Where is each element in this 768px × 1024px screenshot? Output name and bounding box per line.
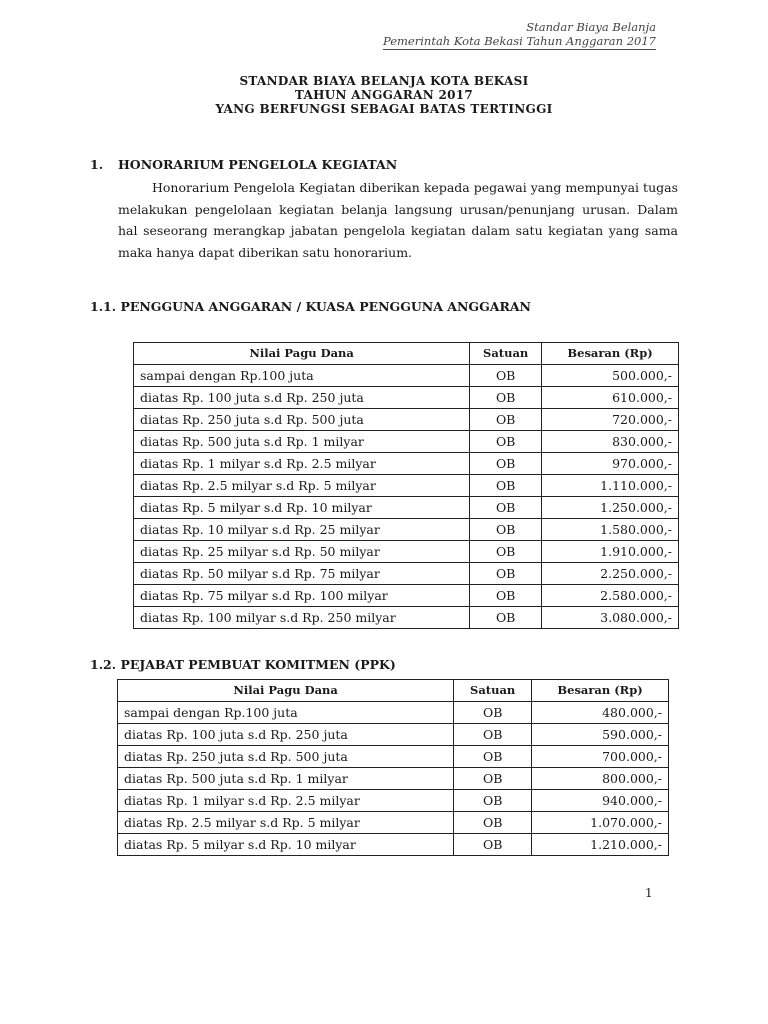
cell-besaran: 610.000,-: [542, 387, 679, 409]
cell-nilai-pagu: sampai dengan Rp.100 juta: [134, 365, 470, 387]
cell-besaran: 1.210.000,-: [532, 834, 669, 856]
cell-nilai-pagu: diatas Rp. 100 juta s.d Rp. 250 juta: [118, 724, 454, 746]
cell-besaran: 1.910.000,-: [542, 541, 679, 563]
cell-besaran: 720.000,-: [542, 409, 679, 431]
cell-nilai-pagu: diatas Rp. 1 milyar s.d Rp. 2.5 milyar: [134, 453, 470, 475]
cell-nilai-pagu: diatas Rp. 1 milyar s.d Rp. 2.5 milyar: [118, 790, 454, 812]
column-header-nilai-pagu: Nilai Pagu Dana: [134, 343, 470, 365]
cell-nilai-pagu: diatas Rp. 2.5 milyar s.d Rp. 5 milyar: [118, 812, 454, 834]
cell-nilai-pagu: diatas Rp. 50 milyar s.d Rp. 75 milyar: [134, 563, 470, 585]
table-row: [118, 702, 669, 724]
ppk-rate-table: [117, 679, 669, 856]
cell-satuan: OB: [470, 365, 542, 387]
cell-satuan: OB: [470, 453, 542, 475]
cell-satuan: OB: [454, 812, 532, 834]
cell-besaran: 3.080.000,-: [542, 607, 679, 629]
table-row: [134, 519, 679, 541]
table-row: [134, 497, 679, 519]
cell-satuan: OB: [454, 702, 532, 724]
table-row: [118, 812, 669, 834]
cell-nilai-pagu: diatas Rp. 75 milyar s.d Rp. 100 milyar: [134, 585, 470, 607]
section-1-title: HONORARIUM PENGELOLA KEGIATAN: [118, 157, 398, 172]
table-header-row: [118, 680, 669, 702]
table-row: [134, 387, 679, 409]
table-header-row: [134, 343, 679, 365]
cell-besaran: 970.000,-: [542, 453, 679, 475]
table-row: [134, 365, 679, 387]
cell-nilai-pagu: diatas Rp. 250 juta s.d Rp. 500 juta: [134, 409, 470, 431]
cell-besaran: 700.000,-: [532, 746, 669, 768]
cell-nilai-pagu: diatas Rp. 2.5 milyar s.d Rp. 5 milyar: [134, 475, 470, 497]
table-row: [118, 724, 669, 746]
cell-nilai-pagu: diatas Rp. 25 milyar s.d Rp. 50 milyar: [134, 541, 470, 563]
cell-satuan: OB: [470, 409, 542, 431]
running-header-title: Standar Biaya Belanja: [526, 20, 656, 34]
cell-satuan: OB: [470, 607, 542, 629]
column-header-satuan: Satuan: [470, 343, 542, 365]
cell-besaran: 590.000,-: [532, 724, 669, 746]
cell-besaran: 800.000,-: [532, 768, 669, 790]
cell-satuan: OB: [470, 431, 542, 453]
cell-nilai-pagu: diatas Rp. 500 juta s.d Rp. 1 milyar: [118, 768, 454, 790]
column-header-besaran: Besaran (Rp): [542, 343, 679, 365]
cell-satuan: OB: [470, 541, 542, 563]
cell-besaran: 480.000,-: [532, 702, 669, 724]
section-1-number: 1.: [90, 157, 104, 172]
cell-satuan: OB: [454, 834, 532, 856]
section-1-2-heading: 1.2. PEJABAT PEMBUAT KOMITMEN (PPK): [90, 657, 396, 672]
cell-besaran: 1.110.000,-: [542, 475, 679, 497]
cell-satuan: OB: [454, 724, 532, 746]
cell-satuan: OB: [470, 585, 542, 607]
section-1-paragraph-text: Honorarium Pengelola Kegiatan diberikan kepada pegawai yang mempunyai tugas melakukan pengelolaan kegiatan belanja langsung urusan/penunjang urusan. Dalam hal seseorang merangkap jabatan pengelola kegiatan dalam satu kegiatan yang sama maka hanya dapat diberikan satu honorarium.: [118, 180, 678, 260]
document-title-line3: YANG BERFUNGSI SEBAGAI BATAS TERTINGGI: [215, 102, 553, 116]
cell-nilai-pagu: diatas Rp. 5 milyar s.d Rp. 10 milyar: [118, 834, 454, 856]
cell-satuan: OB: [470, 563, 542, 585]
section-1-1-heading: 1.1. PENGGUNA ANGGARAN / KUASA PENGGUNA ANGGARAN: [90, 299, 531, 314]
cell-besaran: 2.580.000,-: [542, 585, 679, 607]
cell-satuan: OB: [470, 387, 542, 409]
cell-satuan: OB: [470, 519, 542, 541]
table-row: [134, 453, 679, 475]
cell-nilai-pagu: diatas Rp. 250 juta s.d Rp. 500 juta: [118, 746, 454, 768]
cell-besaran: 1.580.000,-: [542, 519, 679, 541]
table-row: [118, 790, 669, 812]
cell-satuan: OB: [470, 475, 542, 497]
table-row: [134, 431, 679, 453]
table-row: [118, 834, 669, 856]
document-title-line1: STANDAR BIAYA BELANJA KOTA BEKASI: [239, 74, 529, 88]
cell-besaran: 830.000,-: [542, 431, 679, 453]
document-title-line2: TAHUN ANGGARAN 2017: [294, 88, 474, 102]
cell-besaran: 2.250.000,-: [542, 563, 679, 585]
cell-besaran: 940.000,-: [532, 790, 669, 812]
table-row: [134, 563, 679, 585]
table-row: [118, 746, 669, 768]
table-row: [134, 585, 679, 607]
table-row: [118, 768, 669, 790]
column-header-besaran: Besaran (Rp): [532, 680, 669, 702]
running-header-subtitle: Pemerintah Kota Bekasi Tahun Anggaran 2017: [383, 34, 656, 48]
column-header-satuan: Satuan: [454, 680, 532, 702]
cell-nilai-pagu: diatas Rp. 10 milyar s.d Rp. 25 milyar: [134, 519, 470, 541]
cell-besaran: 1.250.000,-: [542, 497, 679, 519]
table-row: [134, 607, 679, 629]
cell-nilai-pagu: diatas Rp. 5 milyar s.d Rp. 10 milyar: [134, 497, 470, 519]
section-1-paragraph: [118, 177, 678, 263]
table-row: [134, 541, 679, 563]
table-row: [134, 475, 679, 497]
cell-satuan: OB: [454, 746, 532, 768]
cell-nilai-pagu: diatas Rp. 500 juta s.d Rp. 1 milyar: [134, 431, 470, 453]
cell-nilai-pagu: diatas Rp. 100 juta s.d Rp. 250 juta: [134, 387, 470, 409]
section-1-heading: [90, 157, 397, 172]
column-header-nilai-pagu: Nilai Pagu Dana: [118, 680, 454, 702]
cell-besaran: 500.000,-: [542, 365, 679, 387]
cell-satuan: OB: [454, 790, 532, 812]
table-row: [134, 409, 679, 431]
cell-satuan: OB: [454, 768, 532, 790]
cell-besaran: 1.070.000,-: [532, 812, 669, 834]
pa-kpa-rate-table: [133, 342, 679, 629]
cell-nilai-pagu: sampai dengan Rp.100 juta: [118, 702, 454, 724]
cell-satuan: OB: [470, 497, 542, 519]
cell-nilai-pagu: diatas Rp. 100 milyar s.d Rp. 250 milyar: [134, 607, 470, 629]
page-number: 1: [645, 886, 653, 900]
